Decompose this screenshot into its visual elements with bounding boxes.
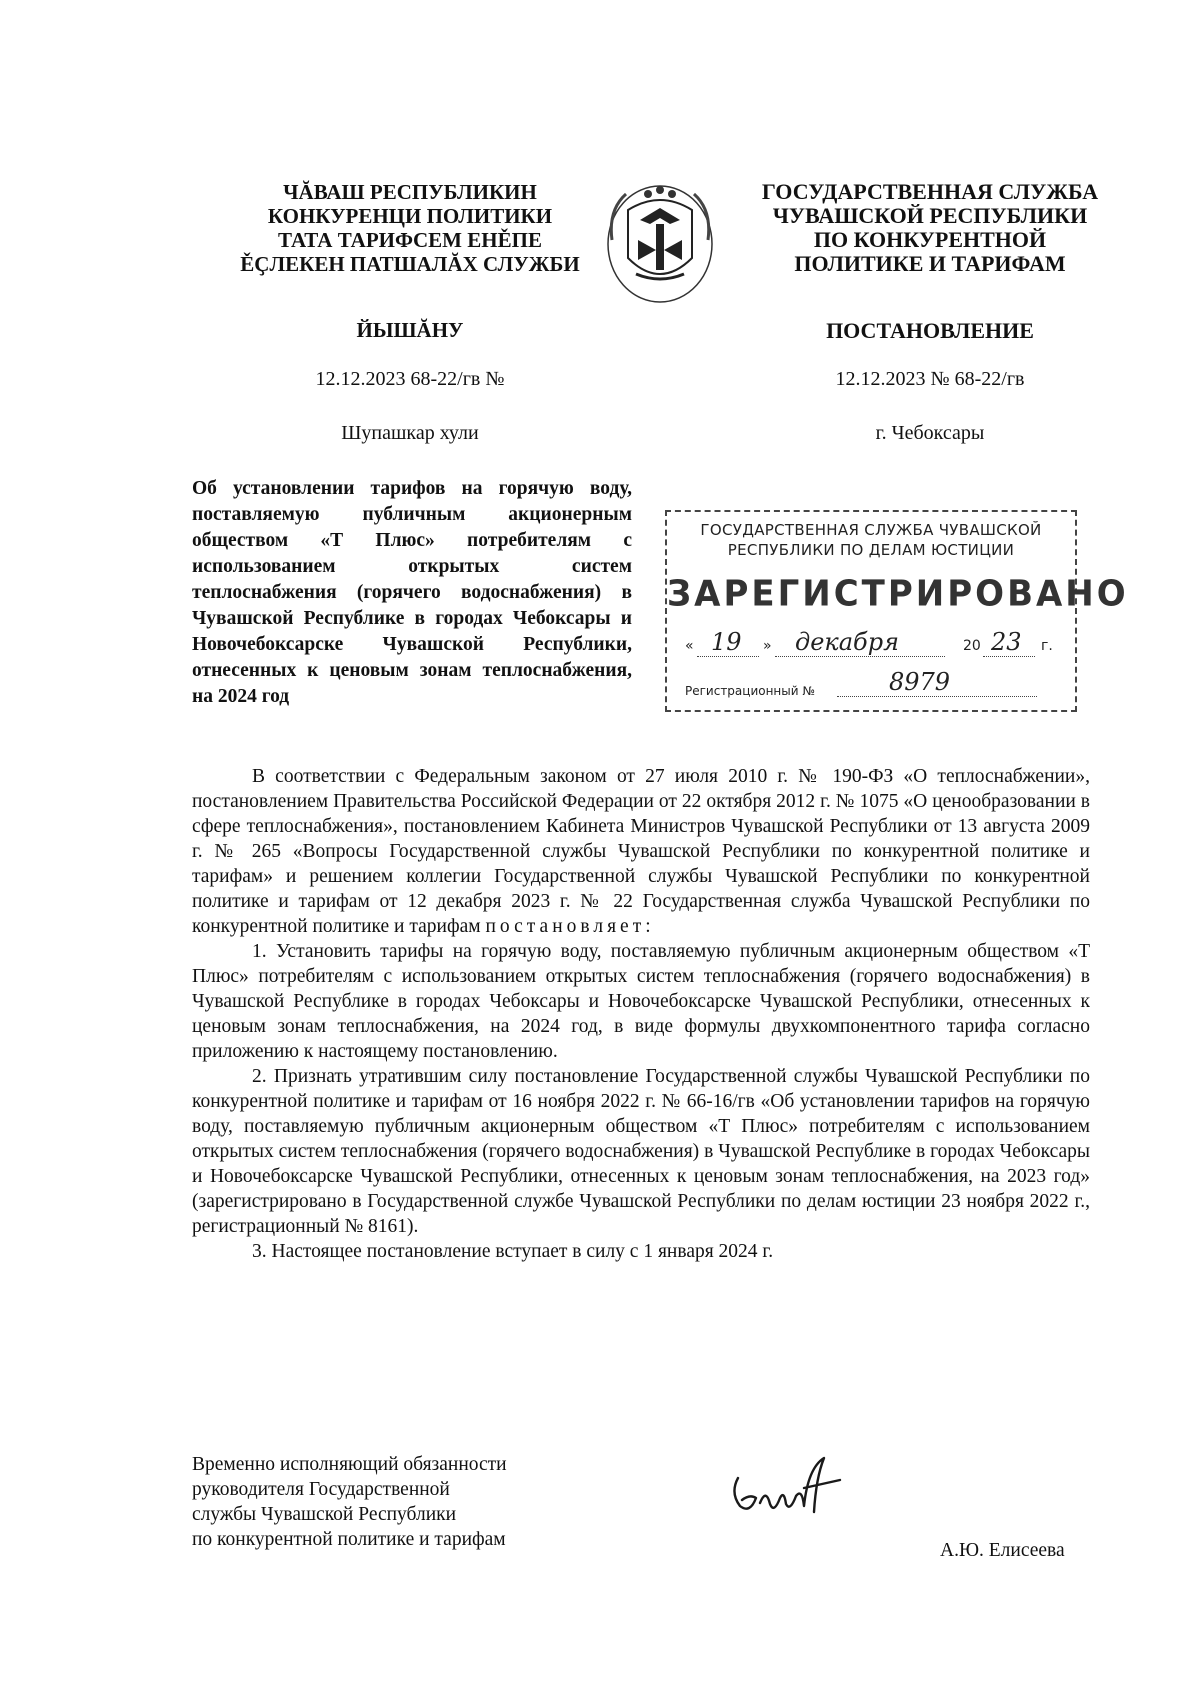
doc-type-russian: ПОСТАНОВЛЕНИЕ bbox=[826, 318, 1034, 343]
stamp-reg-number: 8979 bbox=[889, 668, 951, 696]
header-left-line: КОНКУРЕНЦИ ПОЛИТИКИ bbox=[267, 204, 553, 228]
header-left-line: ЧĂВАШ РЕСПУБЛИКИН bbox=[283, 180, 537, 204]
header-left-line: ĚҪЛЕКЕН ПАТШАЛĂХ СЛУЖБИ bbox=[240, 252, 580, 276]
registration-stamp bbox=[665, 510, 1129, 712]
stamp-reg-label: Регистрационный № bbox=[685, 684, 815, 698]
doc-date-chuvash: 12.12.2023 68-22/гв № bbox=[315, 368, 505, 390]
doc-body bbox=[192, 764, 1090, 1264]
stamp-year-suffix: 23 bbox=[991, 628, 1022, 656]
body-preamble bbox=[192, 764, 1090, 939]
position-line: службы Чувашской Республики bbox=[192, 1504, 457, 1525]
position-line: по конкурентной политике и тарифам bbox=[192, 1529, 506, 1550]
stamp-org bbox=[667, 520, 1075, 560]
stamp-status: ЗАРЕГИСТРИРОВАНО bbox=[667, 573, 1129, 615]
header-left-line: ТАТА ТАРИФСЕМ ЕНĚПЕ bbox=[278, 228, 542, 252]
stamp-date bbox=[685, 628, 1065, 664]
preamble-text: В соответствии с Федеральным законом от 27 июля 2010 г. № 190-ФЗ «О теплоснабжении», постановлением Правительства Российской Федерации от 22 октября 2012 г. № 1075 «О ценообразовании в сфере теплоснабжения», постановлением Кабинета Министров Чувашской Республики от 13 августа 2009 г. № 265 «Вопросы Государственной службы Чувашской Республики по конкурентной политике и тарифам» и решением коллегии Государственной службы Чувашской Республики по конкурентной политике и тарифам от 12 декабря 2023 г. № 22 Государственная служба Чувашской Республики по конкурентной политике и тарифам bbox=[192, 766, 1090, 937]
position-line: руководителя Государственной bbox=[192, 1479, 450, 1500]
body-item-2: 2. Признать утратившим силу постановление Государственной службы Чувашской Республики по конкурентной политике и тарифам от 16 ноября 2022 г. № 66-16/гв «Об установлении тарифов на горячую воду, поставляемую публичным акционерным обществом «Т Плюс» потребителям с использованием открытых систем теплоснабжения (горячего водоснабжения) в Чувашской Республике в городах Чебоксары и Новочебоксарске Чувашской Республики, отнесенных к ценовым зонам теплоснабжения, на 2023 год» (зарегистрировано в Государственной службе Чувашской Республики по делам юстиции 23 ноября 2022 г., регистрационный № 8161). bbox=[192, 1066, 1090, 1237]
signatory-position bbox=[192, 1452, 592, 1552]
doc-subject: Об установлении тарифов на горячую воду, поставляемую публичным акционерным обществом «Т Плюс» потребителям с использованием открытых систем теплоснабжения (горячего водоснабжения) в Чувашской Республике в городах Чебоксары и Новочебоксарске Чувашской Республики, отнесенных к ценовым зонам теплоснабжения, на 2024 год bbox=[192, 478, 632, 707]
stamp-year-unit: г. bbox=[1041, 638, 1053, 654]
doc-type-chuvash: ЙЫШĂНУ bbox=[356, 318, 464, 342]
signatory-name: А.Ю. Елисеева bbox=[940, 1540, 1065, 1561]
doc-date-russian: 12.12.2023 № 68-22/гв bbox=[835, 368, 1025, 390]
body-item-3: 3. Настоящее постановление вступает в силу с 1 января 2024 г. bbox=[252, 1241, 774, 1262]
city-russian: г. Чебоксары bbox=[875, 422, 985, 444]
header-right-line: ГОСУДАРСТВЕННАЯ СЛУЖБА bbox=[761, 179, 1099, 204]
header-right-line: ПО КОНКУРЕНТНОЙ bbox=[813, 227, 1047, 252]
position-line: Временно исполняющий обязанности bbox=[192, 1454, 507, 1475]
stamp-year-prefix: 20 bbox=[963, 638, 981, 654]
header-russian-org bbox=[740, 180, 1120, 276]
header-chuvash-org bbox=[225, 180, 595, 276]
stamp-org-line: РЕСПУБЛИКИ ПО ДЕЛАМ ЮСТИЦИИ bbox=[727, 541, 1015, 559]
signature-icon bbox=[720, 1448, 870, 1528]
stamp-org-line: ГОСУДАРСТВЕННАЯ СЛУЖБА ЧУВАШСКОЙ bbox=[700, 521, 1042, 539]
stamp-month: декабря bbox=[795, 628, 899, 656]
decree-word: постановляет: bbox=[485, 916, 655, 937]
stamp-day: 19 bbox=[711, 628, 742, 656]
chuvashia-emblem-icon bbox=[600, 180, 720, 305]
header-right-line: ЧУВАШСКОЙ РЕСПУБЛИКИ bbox=[772, 203, 1088, 228]
body-item-1: 1. Установить тарифы на горячую воду, поставляемую публичным акционерным обществом «Т Плюс» потребителям с использованием открытых систем теплоснабжения (горячего водоснабжения) в Чувашской Республике в городах Чебоксары и Новочебоксарске Чувашской Республики, отнесенных к ценовым зонам теплоснабжения, на 2024 год, в виде формулы двухкомпонентного тарифа согласно приложению к настоящему постановлению. bbox=[192, 941, 1090, 1062]
city-chuvash: Шупашкар хули bbox=[341, 422, 479, 444]
stamp-quote-open: « bbox=[685, 638, 694, 654]
header-right-line: ПОЛИТИКЕ И ТАРИФАМ bbox=[794, 251, 1066, 276]
stamp-quote-close: » bbox=[763, 638, 772, 654]
